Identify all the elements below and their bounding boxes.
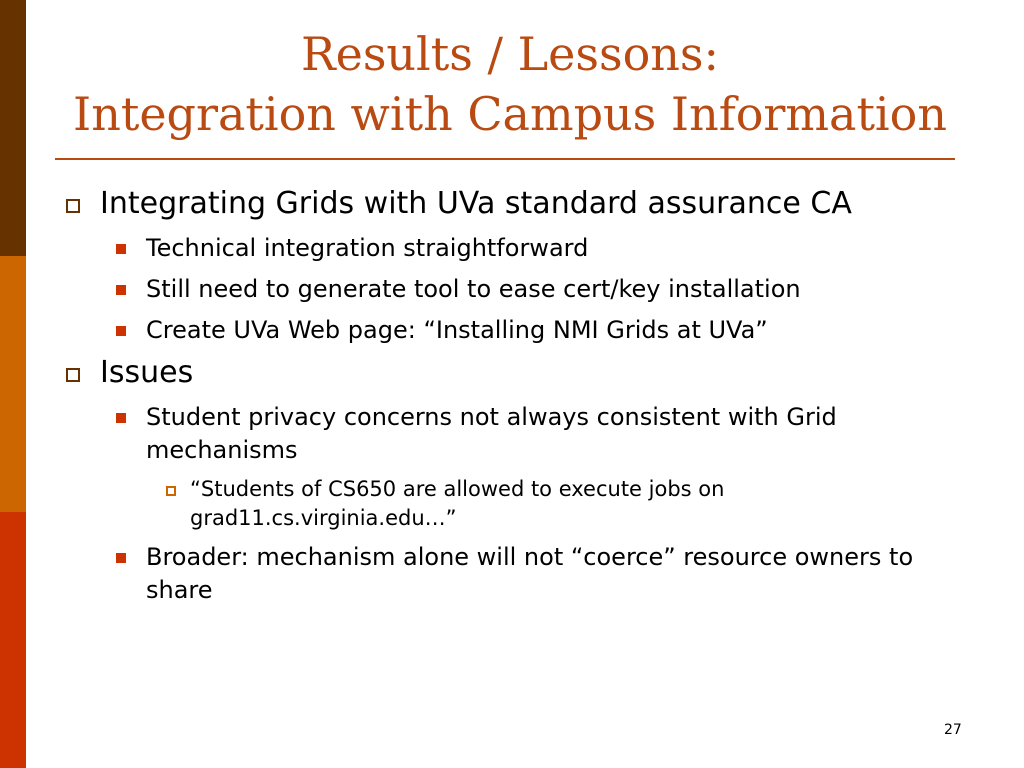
square-bullet-icon [116,244,126,254]
bullet-text: Student privacy concerns not always consistent with Grid mechanisms [146,403,837,464]
sub-sub-bullet-2-1-1 [64,475,944,533]
bullet-text: Integrating Grids with UVa standard assurance CA [100,186,852,221]
bullet-text: “Students of CS650 are allowed to execute jobs on grad11.cs.virginia.edu…” [190,477,725,530]
bullet-text: Broader: mechanism alone will not “coerce” resource owners to share [146,543,914,604]
bullet-2 [64,355,944,391]
square-bullet-icon [116,413,126,423]
page-number: 27 [944,722,962,738]
title-line-1: Results / Lessons: [300,27,720,81]
bullet-1 [64,186,944,222]
sidebar-stripe-bottom [0,512,26,768]
bullet-text: Create UVa Web page: “Installing NMI Grids at UVa” [146,316,768,344]
bullet-text: Still need to generate tool to ease cert/key installation [146,275,801,303]
sidebar-stripe-middle [0,256,26,512]
small-hollow-square-bullet-icon [166,486,176,496]
square-bullet-icon [116,285,126,295]
sub-bullet-1-3 [64,314,944,347]
hollow-square-bullet-icon [66,199,80,213]
sub-bullet-2-1 [64,401,944,467]
sub-bullet-1-1 [64,232,944,265]
sidebar-stripe-top [0,0,26,256]
square-bullet-icon [116,326,126,336]
hollow-square-bullet-icon [66,368,80,382]
sub-bullet-1-2 [64,273,944,306]
slide-body [64,186,944,615]
slide-title [60,24,960,144]
square-bullet-icon [116,553,126,563]
sub-bullet-2-2 [64,541,944,607]
title-divider [55,158,955,160]
bullet-text: Technical integration straightforward [146,234,589,262]
title-line-2: Integration with Campus Information [73,87,947,141]
bullet-text: Issues [100,355,194,390]
